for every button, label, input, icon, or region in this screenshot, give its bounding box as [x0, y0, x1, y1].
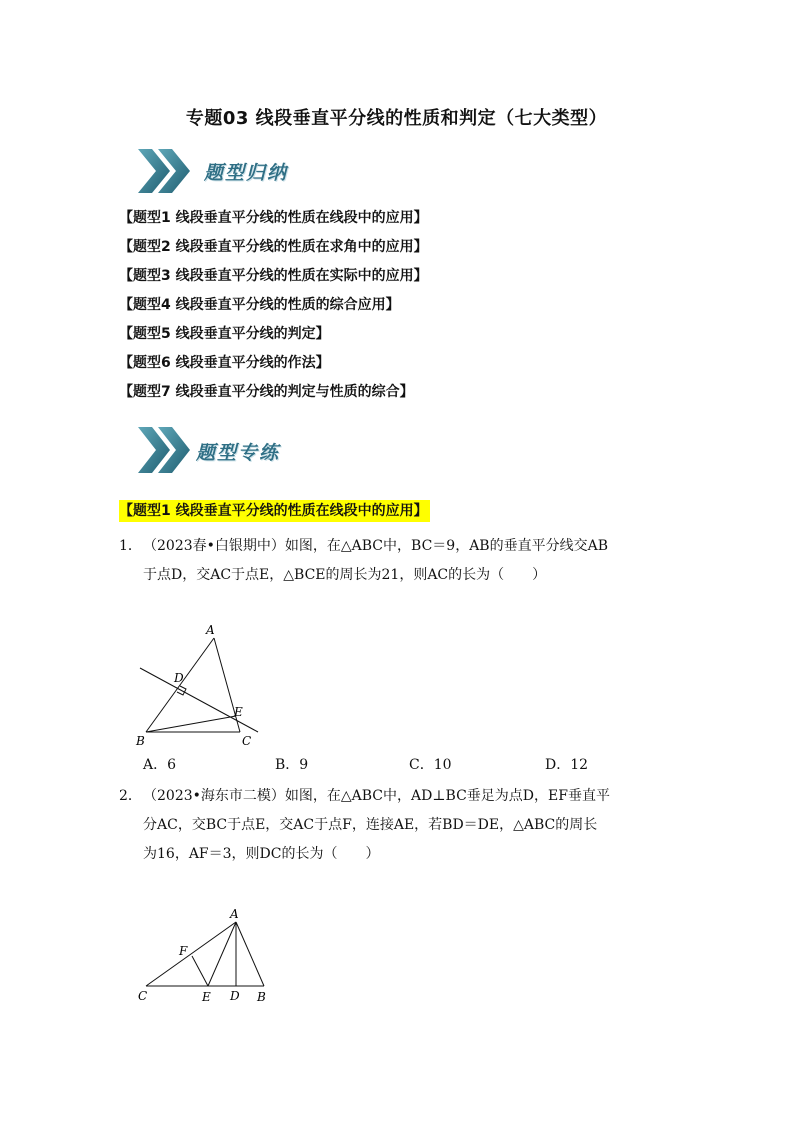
choice-c: C．10	[409, 757, 452, 773]
point-label-b: B	[136, 734, 145, 748]
page-title: 专题03 线段垂直平分线的性质和判定（七大类型）	[185, 108, 608, 129]
point-label-d: D	[174, 671, 184, 685]
point-label-c: C	[242, 734, 252, 748]
point-label-d: D	[230, 989, 240, 1003]
point-label-f: F	[179, 944, 188, 958]
list-item: 【题型2 线段垂直平分线的性质在求角中的应用】	[119, 239, 428, 255]
problem-text-line: （2023春•白银期中）如图，在△ABC中，BC＝9，AB的垂直平分线交AB	[143, 538, 608, 554]
double-chevron-icon	[136, 424, 196, 476]
question-type-list	[119, 208, 428, 411]
point-label-c: C	[138, 989, 148, 1003]
segment-ab	[236, 922, 264, 986]
point-label-a: A	[206, 623, 215, 637]
point-label-a: A	[230, 907, 239, 921]
problem-1	[119, 532, 679, 590]
list-item: 【题型3 线段垂直平分线的性质在实际中的应用】	[119, 268, 428, 284]
section-heading: 【题型1 线段垂直平分线的性质在线段中的应用】	[119, 500, 430, 522]
choice-a: A．6	[143, 757, 177, 773]
list-item: 【题型6 线段垂直平分线的作法】	[119, 355, 330, 371]
choice-d: D．12	[545, 757, 589, 773]
segment-fe	[192, 956, 208, 986]
problem-text-line: 于点D，交AC于点E，△BCE的周长为21，则AC的长为（ ）	[143, 567, 547, 583]
double-chevron-icon	[136, 146, 196, 196]
problem-text-line: 分AC，交BC于点E，交AC于点F，连接AE，若BD＝DE，△ABC的周长	[143, 817, 598, 833]
banner-summary-title: 题型归纳	[204, 162, 289, 184]
list-item: 【题型5 线段垂直平分线的判定】	[119, 326, 330, 342]
segment-be	[146, 716, 236, 732]
choice-b: B．9	[275, 757, 309, 773]
list-item: 【题型4 线段垂直平分线的性质的综合应用】	[119, 297, 400, 313]
list-item: 【题型1 线段垂直平分线的性质在线段中的应用】	[119, 210, 428, 226]
problem-2	[119, 782, 679, 869]
point-label-e: E	[234, 705, 243, 719]
problem-number: 1．	[119, 538, 142, 554]
list-item: 【题型7 线段垂直平分线的判定与性质的综合】	[119, 384, 414, 400]
problem-text-line: （2023•海东市二模）如图，在△ABC中，AD⊥BC垂足为点D，EF垂直平	[143, 788, 610, 804]
problem-text-line: 为16，AF＝3，则DC的长为（ ）	[143, 846, 380, 862]
section-banner-summary	[136, 146, 356, 198]
banner-practice-title: 题型专练	[196, 442, 281, 464]
segment-ab	[146, 638, 214, 732]
point-label-e: E	[202, 990, 211, 1004]
section-banner-practice	[136, 424, 356, 476]
problem-2-figure	[130, 904, 280, 1008]
problem-1-figure	[130, 620, 270, 750]
point-label-b: B	[257, 990, 266, 1004]
problem-number: 2．	[119, 788, 142, 804]
